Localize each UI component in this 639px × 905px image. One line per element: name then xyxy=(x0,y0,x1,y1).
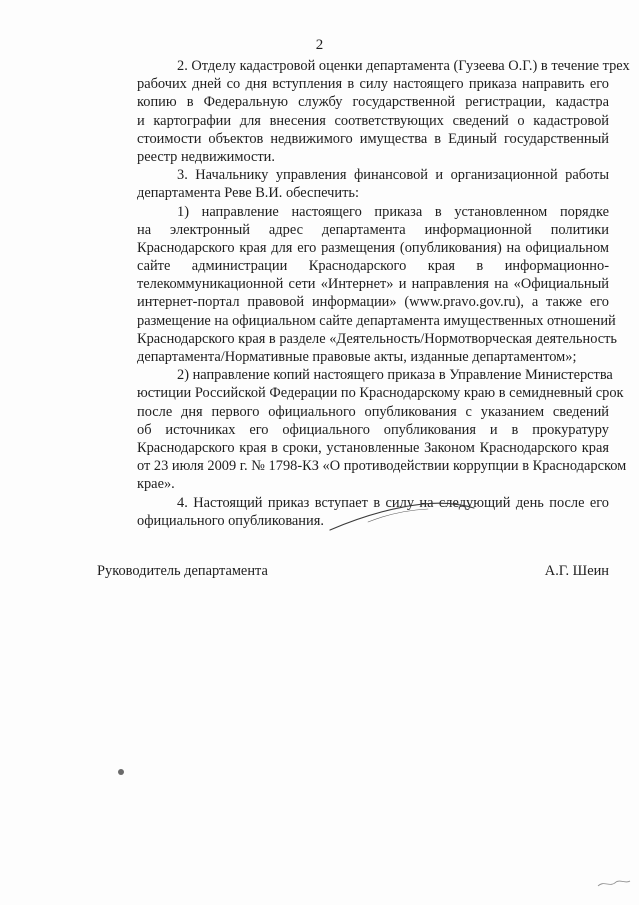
document-body xyxy=(97,57,630,530)
page-number: 2 xyxy=(315,37,324,53)
text-line: 4. Настоящий приказ вступает в силу на следующий день после его xyxy=(177,494,609,511)
text-line: 3. Начальнику управления финансовой и организационной работы xyxy=(177,167,609,184)
text-line: Краснодарского края в сроки, установленные Законом Краснодарского края xyxy=(137,439,609,456)
handwritten-signature xyxy=(328,494,478,534)
text-line: крае». xyxy=(137,476,175,493)
text-line: интернет-портал правовой информации» (www.pravo.gov.ru), а также его xyxy=(137,294,609,311)
text-line: после дня первого официального опубликования с указанием сведений xyxy=(137,403,609,420)
text-line: размещение на официальном сайте департамента имущественных отношений xyxy=(137,312,616,329)
text-line: сайте администрации Краснодарского края в информационно- xyxy=(137,258,609,275)
text-line: об источниках его официального опубликования и в прокуратуру xyxy=(137,421,609,438)
paragraph-3 xyxy=(97,166,609,202)
paragraph-3-2 xyxy=(97,366,627,493)
text-line: 2. Отделу кадастровой оценки департамента (Гузеева О.Г.) в течение трех xyxy=(177,58,630,74)
paragraph-2 xyxy=(97,57,630,166)
text-line: Краснодарского края в разделе «Деятельность/Нормотворческая деятельность xyxy=(137,330,617,347)
ink-dot xyxy=(118,769,124,775)
text-line: рабочих дней со дня вступления в силу настоящего приказа направить его xyxy=(137,76,609,93)
text-line: телекоммуникационной сети «Интернет» и направления на «Официальный xyxy=(137,276,609,293)
signatory-title: Руководитель департамента xyxy=(97,563,268,579)
text-line: стоимости объектов недвижимого имущества в Единый государственный xyxy=(137,130,609,147)
paragraph-3-1 xyxy=(97,203,617,367)
text-line: на электронный адрес департамента информационной политики xyxy=(137,221,609,238)
text-line: департамента/Нормативные правовые акты, изданные департаментом»; xyxy=(137,349,577,365)
text-line: 1) направление настоящего приказа в установленном порядке xyxy=(177,203,609,220)
signatory-name: А.Г. Шеин xyxy=(544,563,609,579)
text-line: 2) направление копий настоящего приказа в Управление Министерства xyxy=(177,367,613,384)
text-line: копию в Федеральную службу государственной регистрации, кадастра xyxy=(137,94,609,111)
text-line: департамента Реве В.И. обеспечить: xyxy=(137,185,359,202)
text-line: юстиции Российской Федерации по Краснодарскому краю в семидневный срок xyxy=(137,385,624,402)
text-line: и картографии для внесения соответствующих сведений о кадастровой xyxy=(137,112,609,129)
text-line: от 23 июля 2009 г. № 1798-КЗ «О противодействии коррупции в Краснодарском xyxy=(137,458,627,475)
text-line: официального опубликования. xyxy=(137,512,324,529)
corner-mark xyxy=(596,876,632,890)
text-line: Краснодарского края для его размещения (опубликования) на официальном xyxy=(137,239,609,256)
text-line: реестр недвижимости. xyxy=(137,148,275,165)
